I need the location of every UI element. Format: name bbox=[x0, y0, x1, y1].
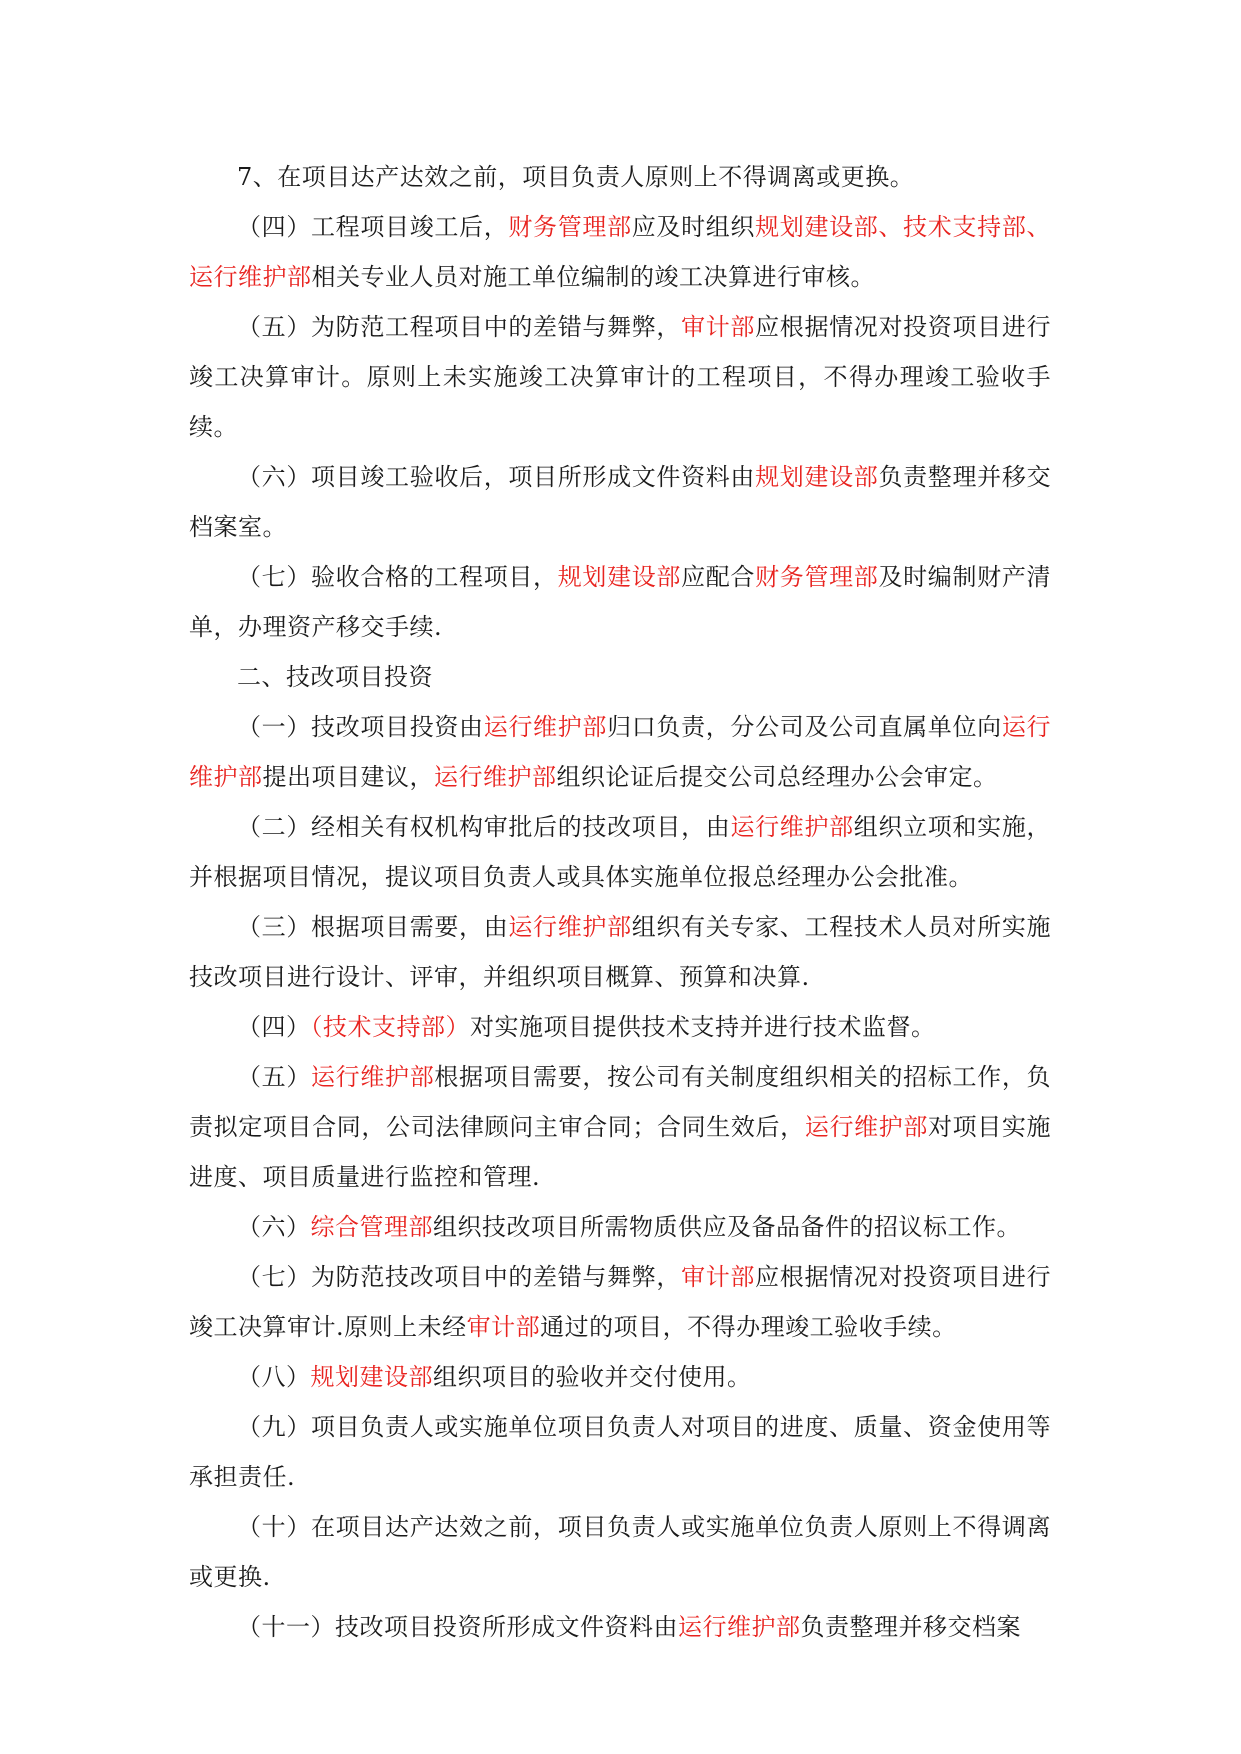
paragraph-text: 归口负责，分公司及公司直属单位向 bbox=[607, 713, 1002, 741]
paragraph bbox=[189, 452, 1051, 552]
paragraph-text: 应根据情况对投资项目进行竣工决算审计。原则上未实施竣工决算审计的工程项目，不得办理竣工验收手续。 bbox=[189, 313, 1051, 441]
paragraph-text: 负责整理并移交档案室。 bbox=[189, 463, 1051, 541]
paragraph-text: （八） bbox=[237, 1363, 311, 1391]
paragraph-text: 组织技改项目所需物质供应及备品备件的招议标工作。 bbox=[433, 1213, 1021, 1241]
paragraph-text: （一）技改项目投资由 bbox=[237, 713, 484, 741]
paragraph-text: 对项目实施进度、项目质量进行监控和管理. bbox=[189, 1113, 1052, 1191]
paragraph-text: （四） bbox=[237, 1013, 311, 1041]
paragraph-text: （七）验收合格的工程项目， bbox=[237, 563, 558, 591]
paragraph bbox=[189, 1202, 1051, 1252]
department-name: 运行维护部 bbox=[730, 813, 854, 841]
department-name: 运行维护部 bbox=[804, 1113, 928, 1141]
paragraph bbox=[189, 1502, 1051, 1602]
department-name: 审计部 bbox=[466, 1313, 541, 1341]
paragraph-text: （七）为防范技改项目中的差错与舞弊， bbox=[237, 1263, 682, 1291]
paragraph-text: 组织论证后提交公司总经理办公会审定。 bbox=[556, 763, 998, 791]
paragraph bbox=[189, 302, 1051, 452]
department-name: 综合管理部 bbox=[310, 1213, 433, 1241]
paragraph-text: （二）经相关有权机构审批后的技改项目，由 bbox=[237, 813, 731, 841]
paragraph-text: 组织有关专家、工程技术人员对所实施技改项目进行设计、评审，并组织项目概算、预算和决算. bbox=[189, 913, 1051, 991]
department-name: 运行维护部 bbox=[311, 1063, 435, 1091]
paragraph-text: 提出项目建议， bbox=[262, 763, 434, 791]
department-name: 规划建设部 bbox=[557, 563, 682, 591]
paragraph bbox=[189, 652, 1051, 702]
department-name: 运行维护部 bbox=[483, 713, 608, 741]
paragraph bbox=[189, 702, 1051, 802]
department-name: 运行维护部 bbox=[508, 913, 632, 941]
department-name: 运行维护部 bbox=[189, 713, 1051, 791]
paragraph-text: 及时编制财产清单，办理资产移交手续. bbox=[189, 563, 1051, 641]
department-name: 规划建设部 bbox=[755, 463, 879, 491]
paragraph bbox=[189, 802, 1051, 902]
paragraph-text: （五）为防范工程项目中的差错与舞弊， bbox=[237, 313, 682, 341]
paragraph-text: （十一）技改项目投资所形成文件资料由 bbox=[237, 1613, 678, 1641]
paragraph-text: 组织项目的验收并交付使用。 bbox=[433, 1363, 752, 1391]
paragraph-text: （六） bbox=[237, 1213, 311, 1241]
paragraph-text: （六）项目竣工验收后，项目所形成文件资料由 bbox=[237, 463, 756, 491]
paragraph bbox=[189, 1402, 1051, 1502]
paragraph-text: 相关专业人员对施工单位编制的竣工决算进行审核。 bbox=[311, 263, 875, 291]
paragraph bbox=[189, 1352, 1051, 1402]
paragraph-text: 根据项目需要，按公司有关制度组织相关的招标工作，负责拟定项目合同，公司法律顾问主审合同；合同生效后， bbox=[189, 1063, 1051, 1141]
paragraph bbox=[189, 1002, 1051, 1052]
paragraph bbox=[189, 1602, 1051, 1652]
department-name: 审计部 bbox=[681, 313, 756, 341]
paragraph-text: 对实施项目提供技术支持并进行技术监督。 bbox=[470, 1013, 936, 1041]
paragraph bbox=[189, 902, 1051, 1002]
paragraph-text: （五） bbox=[237, 1063, 312, 1091]
paragraph-text: （三）根据项目需要，由 bbox=[237, 913, 509, 941]
paragraph-text: 组织立项和实施，并根据项目情况，提议项目负责人或具体实施单位报总经理办公会批准。 bbox=[189, 813, 1051, 891]
paragraph bbox=[189, 152, 1051, 202]
paragraph bbox=[189, 1052, 1051, 1202]
paragraph-text: （十）在项目达产达效之前，项目负责人或实施单位负责人原则上不得调离或更换. bbox=[189, 1513, 1051, 1591]
paragraph-text: 7、在项目达产达效之前，项目负责人原则上不得调离或更换。 bbox=[237, 163, 915, 191]
department-name: 规划建设部、技术支持部、运行维护部 bbox=[189, 213, 1051, 291]
paragraph-text: 应根据情况对投资项目进行竣工决算审计.原则上未经 bbox=[189, 1263, 1051, 1341]
paragraph-text: 二、技改项目投资 bbox=[237, 663, 433, 691]
paragraph-text: （九）项目负责人或实施单位项目负责人对项目的进度、质量、资金使用等承担责任. bbox=[189, 1413, 1051, 1491]
department-name: 运行维护部 bbox=[434, 763, 557, 791]
paragraph-text: 通过的项目，不得办理竣工验收手续。 bbox=[540, 1313, 957, 1341]
paragraph bbox=[189, 202, 1051, 302]
department-name: 规划建设部 bbox=[310, 1363, 433, 1391]
paragraph-text: （四）工程项目竣工后， bbox=[237, 213, 509, 241]
paragraph-text: 应配合 bbox=[681, 563, 756, 591]
paragraph bbox=[189, 1252, 1051, 1352]
paragraph-text: 负责整理并移交档案 bbox=[800, 1613, 1021, 1641]
paragraph-text: 应及时组织 bbox=[631, 213, 756, 241]
department-name: （技术支持部） bbox=[310, 1013, 470, 1041]
department-name: 财务管理部 bbox=[755, 563, 879, 591]
department-name: 运行维护部 bbox=[678, 1613, 801, 1641]
document-page bbox=[189, 152, 1051, 1652]
department-name: 财务管理部 bbox=[508, 213, 632, 241]
department-name: 审计部 bbox=[681, 1263, 756, 1291]
paragraph bbox=[189, 552, 1051, 652]
